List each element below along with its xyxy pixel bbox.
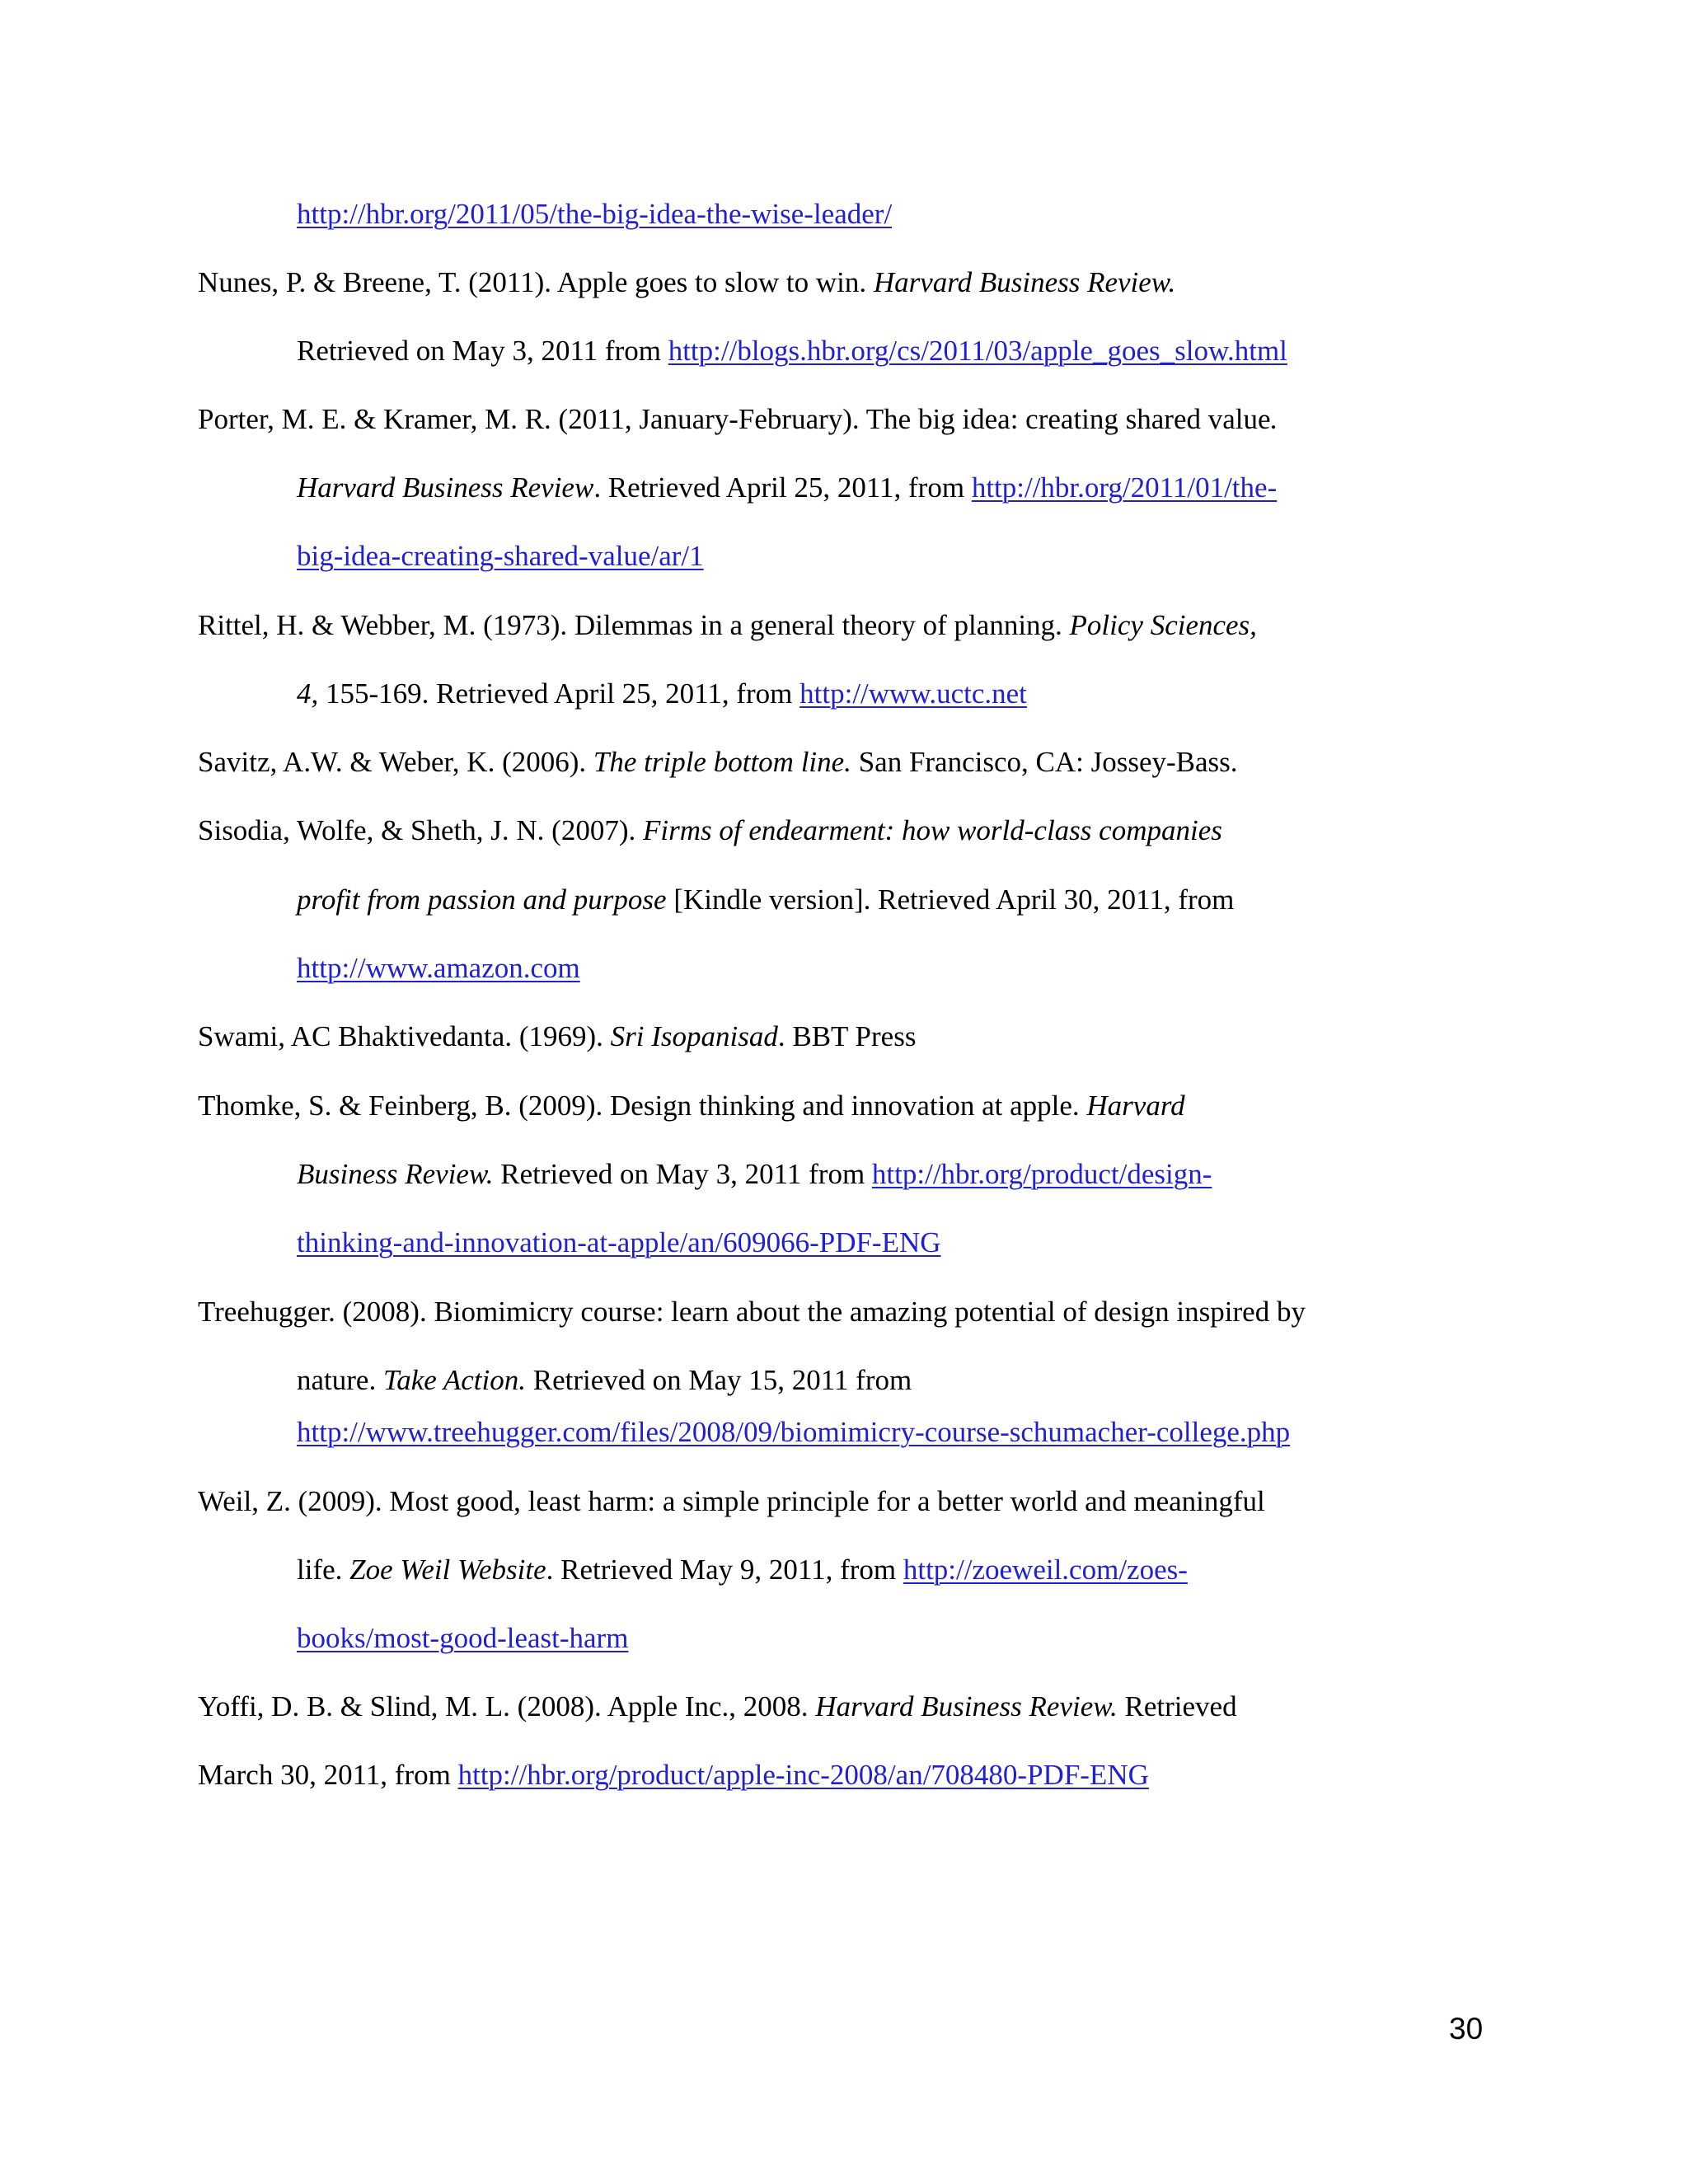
- reference-link[interactable]: http://www.treehugger.com/files/2008/09/biomimicry-course-schumacher-college.php: [297, 1416, 1291, 1448]
- reference-link[interactable]: http://hbr.org/product/apple-inc-2008/an/708480-PDF-ENG: [457, 1759, 1149, 1791]
- reference-line: [297, 196, 892, 232]
- reference-line: [297, 470, 1277, 506]
- reference-italic-text: Firms of endearment: how world-class companies: [643, 814, 1222, 846]
- reference-line: [198, 607, 1257, 644]
- reference-line: [297, 1362, 912, 1399]
- reference-line: [297, 1414, 1290, 1451]
- reference-text: Swami, AC Bhaktivedanta. (1969).: [198, 1020, 611, 1052]
- reference-link[interactable]: http://www.amazon.com: [297, 952, 580, 984]
- reference-link[interactable]: http://zoeweil.com/zoes-: [903, 1554, 1188, 1586]
- reference-italic-text: Take Action.: [382, 1364, 527, 1396]
- reference-line: [198, 813, 1222, 849]
- reference-italic-text: Zoe Weil Website: [349, 1554, 546, 1586]
- reference-text: nature.: [297, 1364, 383, 1396]
- reference-line: [297, 950, 580, 987]
- reference-italic-text: Business Review.: [297, 1158, 494, 1190]
- reference-italic-text: Harvard: [1086, 1090, 1185, 1122]
- reference-link[interactable]: big-idea-creating-shared-value/ar/1: [297, 540, 704, 572]
- reference-line: [198, 744, 1238, 780]
- reference-link[interactable]: http://hbr.org/2011/05/the-big-idea-the-wise-leader/: [297, 198, 893, 230]
- reference-text: Treehugger. (2008). Biomimicry course: learn about the amazing potential of design inspired by: [198, 1296, 1306, 1328]
- reference-link[interactable]: http://blogs.hbr.org/cs/2011/03/apple_goes_slow.html: [668, 335, 1287, 367]
- reference-italic-text: 4,: [297, 677, 319, 710]
- reference-text: Retrieved on May 3, 2011 from: [297, 335, 668, 367]
- reference-text: Retrieved on May 3, 2011 from: [493, 1158, 872, 1190]
- reference-text: Sisodia, Wolfe, & Sheth, J. N. (2007).: [198, 814, 643, 846]
- reference-italic-text: Harvard Business Review.: [815, 1690, 1118, 1722]
- reference-italic-text: Harvard Business Review.: [873, 266, 1176, 298]
- reference-italic-text: Sri Isopanisad: [610, 1020, 778, 1052]
- reference-text: Weil, Z. (2009). Most good, least harm: a simple principle for a better world and meaningful: [198, 1485, 1265, 1517]
- reference-text: . Retrieved May 9, 2011, from: [546, 1554, 903, 1586]
- reference-text: Thomke, S. & Feinberg, B. (2009). Design thinking and innovation at apple.: [198, 1090, 1087, 1122]
- reference-text: . BBT Press: [777, 1020, 917, 1052]
- reference-line: [297, 333, 1287, 369]
- reference-link[interactable]: books/most-good-least-harm: [297, 1622, 629, 1654]
- reference-line: [198, 401, 1278, 438]
- page-number: 30: [1449, 2012, 1484, 2046]
- reference-italic-text: Policy Sciences,: [1069, 609, 1257, 641]
- reference-italic-text: Harvard Business Review: [297, 471, 594, 504]
- reference-line: [198, 1757, 1149, 1793]
- reference-line: [297, 882, 1234, 918]
- reference-line: [198, 1088, 1185, 1124]
- reference-line: [198, 1483, 1265, 1520]
- reference-text: Retrieved: [1117, 1690, 1237, 1722]
- reference-line: [198, 1294, 1306, 1330]
- reference-line: [198, 1019, 916, 1055]
- reference-link[interactable]: http://www.uctc.net: [799, 677, 1027, 710]
- reference-line: [297, 1620, 628, 1657]
- reference-line: [198, 1689, 1237, 1725]
- reference-text: 155-169. Retrieved April 25, 2011, from: [318, 677, 800, 710]
- reference-italic-text: The triple bottom line.: [593, 746, 851, 778]
- reference-line: [297, 1156, 1212, 1193]
- reference-line: [297, 538, 704, 574]
- reference-link[interactable]: http://hbr.org/product/design-: [871, 1158, 1212, 1190]
- reference-italic-text: .: [1270, 403, 1278, 435]
- reference-text: Porter, M. E. & Kramer, M. R. (2011, January-February). The big idea: creating shared value: [198, 403, 1271, 435]
- reference-text: Savitz, A.W. & Weber, K. (2006).: [198, 746, 593, 778]
- reference-line: [297, 1225, 941, 1261]
- reference-text: Yoffi, D. B. & Slind, M. L. (2008). Apple Inc., 2008.: [198, 1690, 816, 1722]
- reference-link[interactable]: thinking-and-innovation-at-apple/an/609066-PDF-ENG: [297, 1226, 941, 1258]
- reference-text: Nunes, P. & Breene, T. (2011). Apple goes to slow to win.: [198, 266, 874, 298]
- reference-line: [297, 1552, 1188, 1588]
- reference-text: San Francisco, CA: Jossey-Bass.: [851, 746, 1238, 778]
- reference-text: March 30, 2011, from: [198, 1759, 458, 1791]
- reference-link[interactable]: http://hbr.org/2011/01/the-: [971, 471, 1278, 504]
- reference-text: Rittel, H. & Webber, M. (1973). Dilemmas in a general theory of planning.: [198, 609, 1070, 641]
- reference-text: life.: [297, 1554, 350, 1586]
- reference-line: [198, 265, 1175, 301]
- reference-italic-text: profit from passion and purpose: [297, 883, 667, 916]
- reference-text: Retrieved on May 15, 2011 from: [526, 1364, 912, 1396]
- reference-text: [Kindle version]. Retrieved April 30, 2011, from: [666, 883, 1235, 916]
- reference-text: . Retrieved April 25, 2011, from: [593, 471, 972, 504]
- reference-line: [297, 676, 1027, 712]
